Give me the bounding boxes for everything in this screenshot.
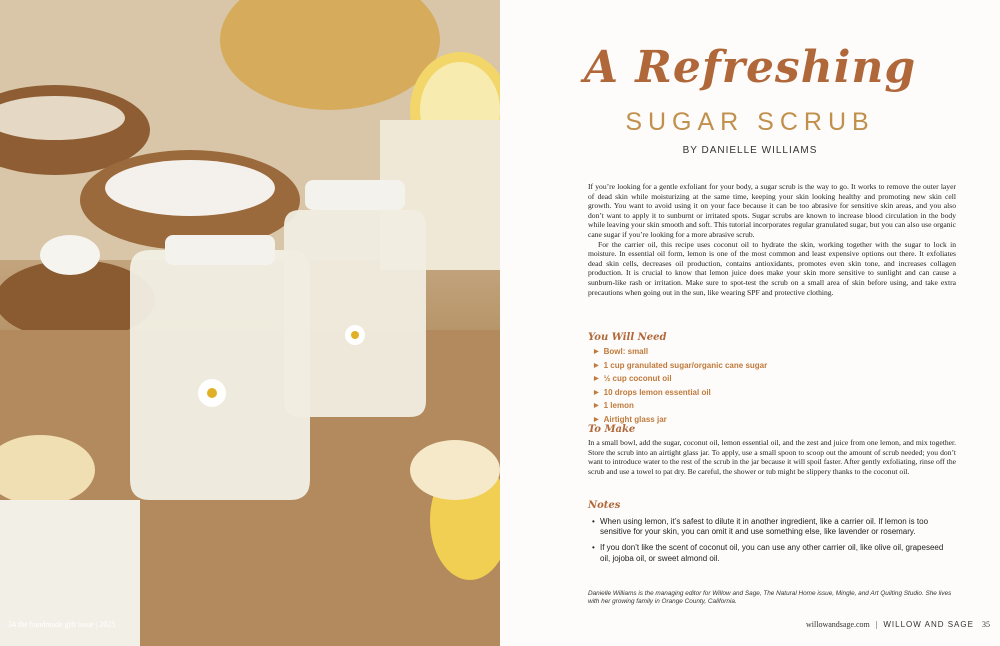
make-heading: To Make <box>588 424 636 435</box>
folio-right <box>806 620 990 629</box>
intro-paragraph-1: If you’re looking for a gentle exfoliant for your body, a sugar scrub is the way to go. It works to remove the outer layer of dead skin while moisturizing at the same time, keeping your skin looking healthy and promoting new skin cell growth. You want to avoid using it on your face because it can be too abrasive for sensitive skin areas, and you also don’t want to apply it to sunburnt or irritated spots. Sugar scrubs are known to increase blood circulation in the body while leaving your skin smooth and soft. This tutorial incorporates regular granulated sugar, but you can also use organic cane sugar if you’re looking for a more abrasive scrub. <box>588 182 956 239</box>
folio-left: 34 the handmade gift issue | 2025 <box>8 620 116 629</box>
folio-separator: | <box>875 620 878 629</box>
make-text: In a small bowl, add the sugar, coconut oil, lemon essential oil, and the zest and juice from one lemon, and mix together. Store the scrub into an airtight glass jar. To apply, use a small spoon to scoop out the amount of scrub needed; you don’t want to introduce water to the rest of the scrub in the jar because it will spoil faster. After gently exfoliating, rinse off the scrub and use a towel to pat dry. Be careful, the shower or tub might be slippery thanks to the coconut oil. <box>588 438 956 476</box>
needs-list <box>594 346 767 428</box>
list-item: ▶ 1 lemon <box>594 400 767 414</box>
needs-heading: You Will Need <box>588 332 667 343</box>
author-bio: Danielle Williams is the managing editor for Willow and Sage, The Natural Home issue, Mingle, and Art Quilting Studio. She lives with her growing family in Orange County, California. <box>588 590 952 605</box>
article-page <box>500 0 1000 646</box>
list-item: ▶ 10 drops lemon essential oil <box>594 387 767 401</box>
site-url: willowandsage.com <box>806 620 870 629</box>
brand-name: WILLOW AND SAGE <box>883 620 974 629</box>
list-item: • When using lemon, it’s safest to dilute it in another ingredient, like a carrier oil. If lemon is too sensitive for your skin, you can omit it and use something else, like lavender or rosemary. <box>592 517 952 537</box>
list-item: ▶ 1 cup granulated sugar/organic cane sugar <box>594 360 767 374</box>
page-number-right: 35 <box>981 620 990 629</box>
article-intro <box>588 182 956 297</box>
article-byline: BY DANIELLE WILLIAMS <box>682 145 818 156</box>
article-title-script: A Refreshing <box>583 42 917 93</box>
list-item: ▶ Airtight glass jar <box>594 414 767 428</box>
notes-list <box>592 517 952 570</box>
notes-heading: Notes <box>588 500 621 511</box>
article-title-caps: SUGAR SCRUB <box>625 108 875 136</box>
list-item: ▶ ½ cup coconut oil <box>594 373 767 387</box>
list-item: • If you don’t like the scent of coconut oil, you can use any other carrier oil, like olive oil, grapeseed oil, jojoba oil, or sweet almond oil. <box>592 543 952 563</box>
intro-paragraph-2: For the carrier oil, this recipe uses coconut oil to hydrate the skin, working together with the sugar to lock in moisture. In essential oil form, lemon is one of the most common and least expensive options out there. It exfoliates dead skin cells, decreases oil production, contains antioxidants, promotes even skin tone, and increases collagen production. It is crucial to know that lemon juice does make your skin more sensitive to sunlight and can cause a sunburn-like rash or irritation. Make sure to spot-test the scrub on a small area of skin before using, and take extra precautions when going out in the sun, like wearing SPF and protective clothing. <box>588 239 956 297</box>
list-item: ▶ Bowl: small <box>594 346 767 360</box>
